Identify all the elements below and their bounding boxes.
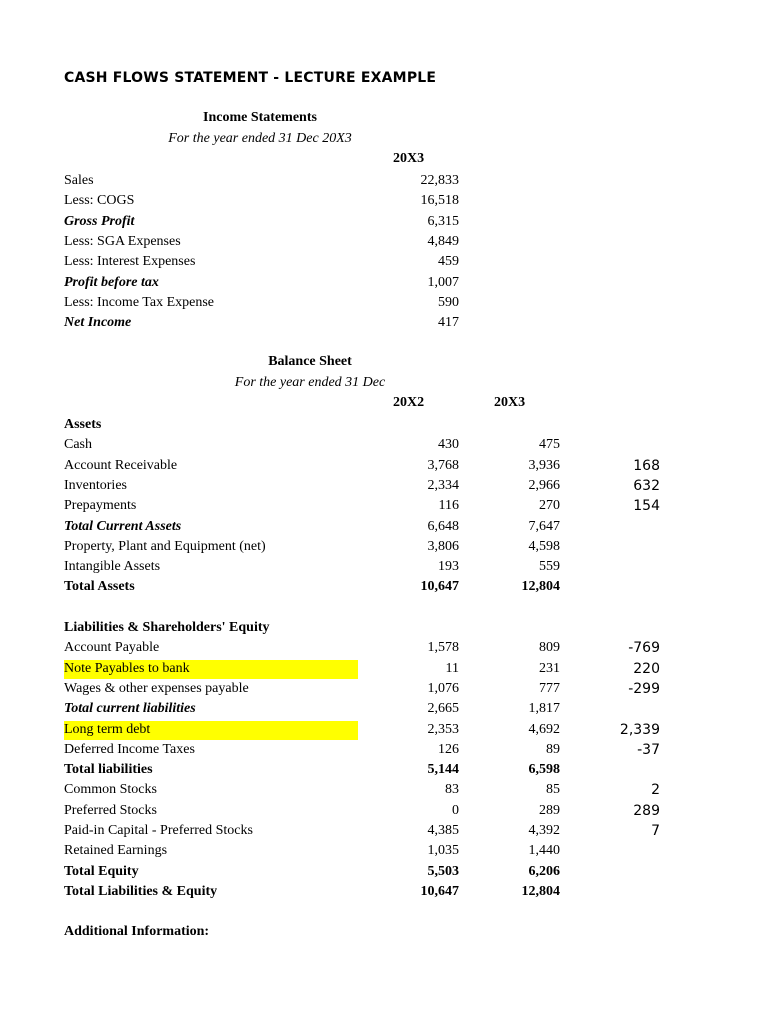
row-value-20x2: 5,503 bbox=[427, 863, 459, 879]
balance-row bbox=[64, 659, 704, 679]
balance-heading: Balance Sheet bbox=[268, 354, 352, 369]
row-label: Net Income bbox=[64, 315, 132, 331]
row-value-20x3: 777 bbox=[539, 680, 560, 696]
row-value-20x2: 11 bbox=[445, 660, 459, 676]
row-value-20x2: 10,647 bbox=[420, 883, 459, 899]
balance-row bbox=[64, 577, 704, 597]
row-label: Deferred Income Taxes bbox=[64, 741, 195, 757]
row-change: 2,339 bbox=[619, 721, 660, 738]
row-label: Prepayments bbox=[64, 498, 137, 514]
row-value-20x3: 559 bbox=[539, 559, 560, 575]
row-value-20x2: 2,334 bbox=[427, 477, 459, 493]
row-value-20x3: 89 bbox=[546, 741, 560, 757]
row-label: Less: SGA Expenses bbox=[64, 233, 181, 249]
row-label: Wages & other expenses payable bbox=[64, 680, 249, 696]
balance-row bbox=[64, 618, 704, 638]
balance-row bbox=[64, 801, 704, 821]
row-change: 154 bbox=[633, 498, 660, 515]
row-value-20x3: 289 bbox=[539, 802, 560, 818]
balance-col1-header: 20X2 bbox=[393, 395, 425, 410]
row-label: Gross Profit bbox=[64, 213, 135, 229]
row-value-20x3: 270 bbox=[539, 498, 560, 514]
balance-row bbox=[64, 435, 704, 455]
row-value-20x3: 12,804 bbox=[521, 883, 560, 899]
balance-row bbox=[64, 415, 704, 435]
income-row bbox=[64, 313, 704, 333]
row-value-20x3: 12,804 bbox=[521, 579, 560, 595]
income-col-header: 20X3 bbox=[393, 151, 425, 166]
row-value-20x3: 2,966 bbox=[528, 477, 560, 493]
row-change: -37 bbox=[637, 741, 660, 758]
row-label: Total Assets bbox=[64, 579, 135, 595]
additional-info-heading: Additional Information: bbox=[64, 924, 210, 939]
row-label: Cash bbox=[64, 437, 92, 453]
row-label: Paid-in Capital - Preferred Stocks bbox=[64, 823, 253, 838]
income-row bbox=[64, 252, 704, 272]
row-label: Assets bbox=[64, 417, 102, 432]
row-value-20x3: 809 bbox=[539, 640, 560, 656]
row-value-20x3: 4,692 bbox=[528, 721, 560, 737]
row-change: 632 bbox=[633, 477, 660, 494]
row-value-20x2: 83 bbox=[445, 782, 459, 798]
balance-row bbox=[64, 537, 704, 557]
row-value-20x3: 16,518 bbox=[420, 193, 459, 209]
balance-row bbox=[64, 476, 704, 496]
row-value-20x3: 231 bbox=[539, 660, 560, 676]
row-label: Preferred Stocks bbox=[64, 802, 157, 818]
row-value-20x3: 1,007 bbox=[427, 274, 459, 290]
balance-row bbox=[64, 517, 704, 537]
row-label: Intangible Assets bbox=[64, 559, 161, 575]
balance-row bbox=[64, 496, 704, 516]
balance-row bbox=[64, 598, 704, 618]
row-value-20x2: 430 bbox=[438, 437, 459, 453]
row-label: Total liabilities bbox=[64, 762, 153, 778]
row-value-20x3: 475 bbox=[539, 437, 560, 453]
row-label: Less: COGS bbox=[64, 193, 135, 209]
row-change: 7 bbox=[651, 823, 660, 839]
row-value-20x2: 4,385 bbox=[427, 823, 459, 838]
row-change: 220 bbox=[633, 660, 660, 677]
row-label: Less: Interest Expenses bbox=[64, 254, 196, 270]
row-label: Account Payable bbox=[64, 640, 160, 656]
row-change: 289 bbox=[633, 802, 660, 819]
income-subheading: For the year ended 31 Dec 20X3 bbox=[168, 131, 352, 146]
row-value-20x2: 2,353 bbox=[427, 721, 459, 737]
row-value-20x3: 4,598 bbox=[528, 538, 560, 554]
row-label: Note Payables to bank bbox=[64, 660, 190, 676]
income-row bbox=[64, 232, 704, 252]
row-value-20x2: 1,076 bbox=[427, 680, 459, 696]
row-value-20x3: 459 bbox=[438, 254, 459, 270]
document-title: CASH FLOWS STATEMENT - LECTURE EXAMPLE bbox=[64, 70, 437, 86]
row-label: Total Liabilities & Equity bbox=[64, 883, 218, 899]
row-value-20x3: 590 bbox=[438, 294, 459, 310]
balance-row bbox=[64, 638, 704, 658]
row-label: Property, Plant and Equipment (net) bbox=[64, 538, 266, 554]
row-label: Profit before tax bbox=[64, 274, 159, 290]
balance-subheading: For the year ended 31 Dec bbox=[234, 375, 386, 390]
row-value-20x3: 6,598 bbox=[528, 762, 560, 778]
row-value-20x3: 3,936 bbox=[528, 457, 560, 473]
row-value-20x3: 7,647 bbox=[528, 518, 560, 534]
row-value-20x3: 85 bbox=[546, 782, 560, 798]
income-row bbox=[64, 171, 704, 191]
row-value-20x2: 2,665 bbox=[427, 701, 459, 717]
balance-row bbox=[64, 456, 704, 476]
balance-row bbox=[64, 679, 704, 699]
row-value-20x2: 3,806 bbox=[427, 538, 459, 554]
row-label: Liabilities & Shareholders' Equity bbox=[64, 620, 270, 635]
row-label: Total Current Assets bbox=[64, 518, 182, 534]
row-label: Less: Income Tax Expense bbox=[64, 294, 214, 310]
row-value-20x2: 126 bbox=[438, 741, 459, 757]
row-value-20x2: 5,144 bbox=[427, 762, 459, 778]
balance-row bbox=[64, 862, 704, 882]
row-value-20x2: 3,768 bbox=[427, 457, 459, 473]
row-change: -769 bbox=[628, 640, 660, 657]
row-label: Inventories bbox=[64, 477, 127, 493]
row-value-20x3: 6,206 bbox=[528, 863, 560, 879]
row-value-20x2: 1,578 bbox=[427, 640, 459, 656]
row-label: Account Receivable bbox=[64, 457, 178, 473]
income-row bbox=[64, 212, 704, 232]
row-change: -299 bbox=[628, 680, 660, 697]
row-value-20x3: 1,440 bbox=[528, 843, 560, 859]
row-value-20x2: 6,648 bbox=[427, 518, 459, 534]
balance-row bbox=[64, 882, 704, 902]
row-value-20x3: 417 bbox=[438, 315, 459, 331]
row-value-20x2: 1,035 bbox=[427, 843, 459, 859]
row-label: Common Stocks bbox=[64, 782, 157, 798]
balance-row bbox=[64, 841, 704, 861]
income-row bbox=[64, 191, 704, 211]
balance-row bbox=[64, 740, 704, 760]
row-value-20x2: 116 bbox=[438, 498, 459, 514]
balance-col2-header: 20X3 bbox=[494, 395, 526, 410]
row-label: Retained Earnings bbox=[64, 843, 168, 859]
row-change: 2 bbox=[651, 782, 660, 799]
row-value-20x2: 193 bbox=[438, 559, 459, 575]
row-value-20x3: 4,392 bbox=[528, 823, 560, 838]
balance-row bbox=[64, 699, 704, 719]
balance-row bbox=[64, 780, 704, 800]
income-heading: Income Statements bbox=[203, 110, 317, 125]
row-value-20x3: 4,849 bbox=[427, 233, 459, 249]
row-label: Total Equity bbox=[64, 863, 139, 879]
row-value-20x3: 1,817 bbox=[528, 701, 560, 717]
row-change: 168 bbox=[633, 457, 660, 474]
row-value-20x2: 10,647 bbox=[420, 579, 459, 595]
balance-row bbox=[64, 557, 704, 577]
income-row bbox=[64, 273, 704, 293]
row-label: Total current liabilities bbox=[64, 701, 196, 717]
income-row bbox=[64, 293, 704, 313]
balance-row bbox=[64, 760, 704, 780]
balance-row bbox=[64, 821, 704, 841]
balance-row bbox=[64, 720, 704, 740]
row-value-20x3: 22,833 bbox=[420, 173, 459, 188]
row-label: Long term debt bbox=[64, 721, 151, 737]
row-value-20x2: 0 bbox=[452, 802, 459, 818]
row-value-20x3: 6,315 bbox=[427, 213, 459, 229]
row-label: Sales bbox=[64, 173, 94, 188]
